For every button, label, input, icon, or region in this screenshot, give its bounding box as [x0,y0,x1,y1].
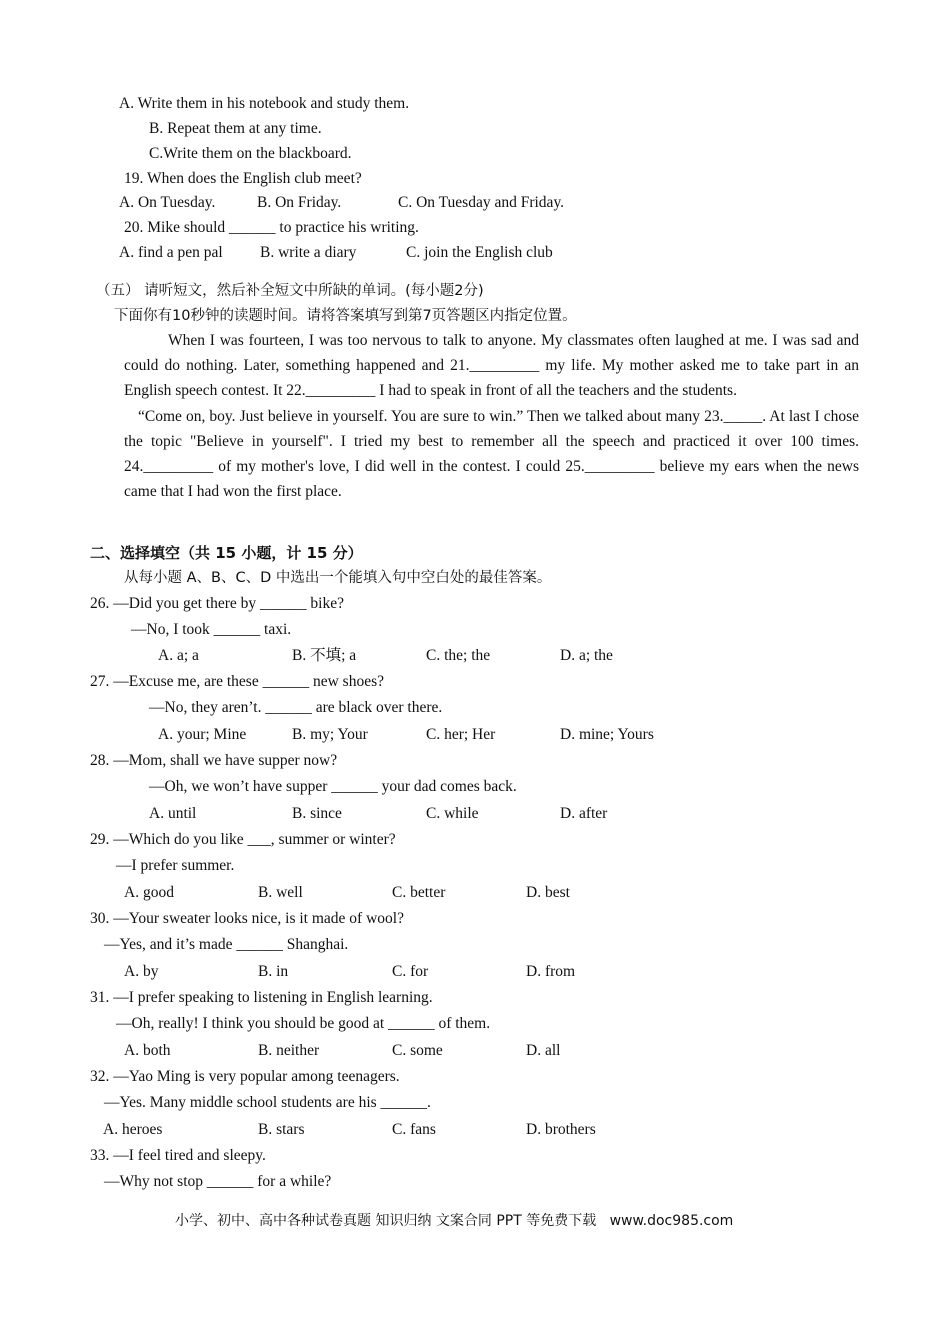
q30-line1: 30. —Your sweater looks nice, is it made of wool? [90,910,404,927]
q29-option-d: D. best [526,884,570,901]
q31-option-c: C. some [392,1042,443,1059]
q28-options [0,804,950,824]
q31-option-d: D. all [526,1042,561,1059]
q32-line2: —Yes. Many middle school students are his ______. [104,1094,431,1111]
q31-option-b: B. neither [258,1042,320,1059]
q31-options [0,1041,950,1061]
q27-line2: —No, they aren’t. ______ are black over there. [149,699,443,716]
q26-line1: 26. —Did you get there by ______ bike? [90,595,344,612]
q30-option-d: D. from [526,963,576,980]
q29-options [0,883,950,903]
passage-paragraph-1: When I was fourteen, I was too nervous to talk to anyone. My classmates often laughed at me. I was sad and could do nothing. Later, something happened and 21._________ my life. My mother asked me to take part in an English speech contest. It 22._________ I had to speak in front of all the teachers and the students. [124,332,859,399]
q32-option-c: C. fans [392,1121,436,1138]
q29-option-c: C. better [392,884,446,901]
q32-line1: 32. —Yao Ming is very popular among teenagers. [90,1068,400,1085]
q27-option-a: A. your; Mine [158,726,247,743]
q27-option-d: D. mine; Yours [560,726,654,743]
q19-option-a: A. On Tuesday. [119,194,216,211]
q19-options [0,193,950,213]
section5-instruction: 下面你有10秒钟的读题时间。请将答案填写到第7页答题区内指定位置。 [114,308,577,324]
q31-line2: —Oh, really! I think you should be good at ______ of them. [116,1015,491,1032]
q30-options [0,962,950,982]
q18-option-c: C.Write them on the blackboard. [149,145,352,162]
q29-line1: 29. —Which do you like ___, summer or winter? [90,831,396,848]
q30-option-c: C. for [392,963,429,980]
q20-option-a: A. find a pen pal [119,244,223,261]
q26-option-a: A. a; a [158,647,199,664]
q27-option-b: B. my; Your [292,726,368,743]
q32-options [0,1120,950,1140]
q31-option-a: A. both [124,1042,171,1059]
q20-option-b: B. write a diary [260,244,357,261]
q27-options [0,725,950,745]
q29-line2: —I prefer summer. [116,857,235,874]
q33-line1: 33. —I feel tired and sleepy. [90,1147,266,1164]
page-footer: 小学、初中、高中各种试卷真题 知识归纳 文案合同 PPT 等免费下载 www.doc985.com [175,1213,734,1229]
q27-option-c: C. her; Her [426,726,496,743]
q28-option-a: A. until [149,805,197,822]
q30-option-b: B. in [258,963,289,980]
q19-option-b: B. On Friday. [257,194,342,211]
q33-line2: —Why not stop ______ for a while? [104,1173,332,1190]
q32-option-d: D. brothers [526,1121,596,1138]
q19-option-c: C. On Tuesday and Friday. [398,194,565,211]
q26-option-d: D. a; the [560,647,613,664]
q20-options [0,243,950,263]
q28-option-d: D. after [560,805,608,822]
q26-options [0,646,950,666]
q19-stem: 19. When does the English club meet? [124,170,362,187]
q32-option-b: B. stars [258,1121,305,1138]
q32-option-a: A. heroes [103,1121,163,1138]
q30-option-a: A. by [124,963,159,980]
passage [124,328,859,504]
q27-line1: 27. —Excuse me, are these ______ new shoes? [90,673,384,690]
q31-line1: 31. —I prefer speaking to listening in English learning. [90,989,433,1006]
q26-option-c: C. the; the [426,647,491,664]
q28-option-c: C. while [426,805,479,822]
q28-option-b: B. since [292,805,342,822]
q28-line1: 28. —Mom, shall we have supper now? [90,752,338,769]
part2-instruction: 从每小题 A、B、C、D 中选出一个能填入句中空白处的最佳答案。 [124,570,552,586]
passage-paragraph-2: “Come on, boy. Just believe in yourself. You are sure to win.” Then we talked about many 23._____. At last I chose the topic "Believe in yourself". I tried my best to remember all the speech and practiced it over 100 times. 24._________ of my mother's love, I did well in the contest. I could 25._________ believe my ears when the news came that I had won the first place. [124,408,859,500]
q30-line2: —Yes, and it’s made ______ Shanghai. [104,936,349,953]
q28-line2: —Oh, we won’t have supper ______ your dad comes back. [149,778,517,795]
q26-line2: —No, I took ______ taxi. [131,621,292,638]
q18-option-b: B. Repeat them at any time. [149,120,322,137]
part2-title: 二、选择填空（共 15 小题，计 15 分） [90,544,363,562]
q26-option-b: B. 不填; a [292,647,357,664]
q29-option-a: A. good [124,884,174,901]
q20-option-c: C. join the English club [406,244,553,261]
q18-option-a: A. Write them in his notebook and study them. [119,95,410,112]
section5-title: （五） 请听短文，然后补全短文中所缺的单词。(每小题2分) [96,283,484,299]
q29-option-b: B. well [258,884,303,901]
q20-stem: 20. Mike should ______ to practice his writing. [124,219,419,236]
